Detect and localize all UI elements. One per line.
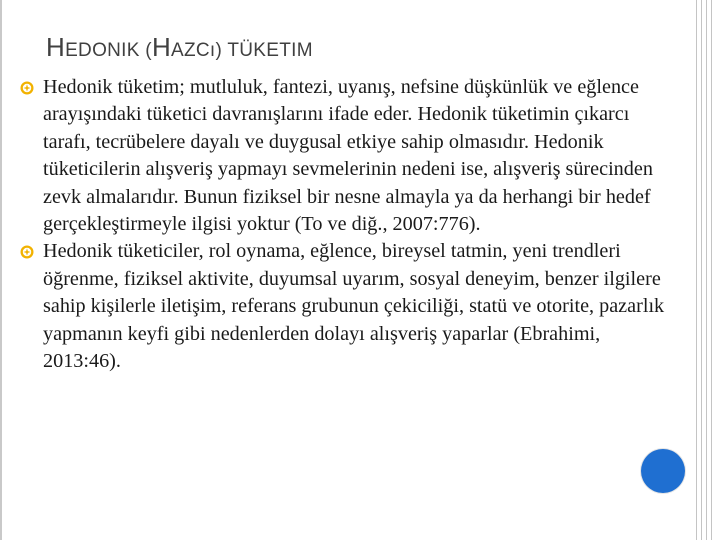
bullet-list (20, 74, 680, 375)
title-part: AZCı (171, 40, 216, 61)
right-decoration (690, 0, 720, 540)
bullet-item (20, 74, 680, 238)
bullet-text: Hedonik tüketim; mutluluk, fantezi, uyanış, nefsine düşkünlük ve eğlence arayışındaki tüketici davranışlarını ifade eder. Hedonik tüketimin çıkarcı tarafı, tecrübelere dayalı ve duygusal etkiye sahip olmasıdır. Hedonik tüketicilerin alışveriş yapmayı sevmelerinin nedeni ise, alışveriş sürecinden zevk almalarıdır. Bunun fiziksel bir nesne almayla ya da herhangi bir hedef gerçekleştirmeyle ilgisi yoktur (To ve diğ., 2007:776). (43, 76, 653, 236)
bullet-text: Hedonik tüketiciler, rol oynama, eğlence, bireysel tatmin, yeni trendleri öğrenme, fiziksel aktivite, duyumsal uyarım, sosyal deneyim, benzer ilgilere sahip kişilerle iletişim, referans grubunun çekiciliği, statü ve otorite, pazarlık yapmanın keyfi gibi nedenlerden dolayı alışveriş yaparlar (Ebrahimi, 2013:46). (43, 240, 665, 373)
star-bullet-icon (20, 245, 34, 259)
blue-circle-decoration (641, 449, 685, 493)
decor-line (696, 0, 697, 540)
left-divider (0, 0, 2, 540)
star-bullet-icon (20, 81, 34, 95)
bullet-item (20, 238, 680, 375)
decor-line (701, 0, 702, 540)
title-part: H (46, 32, 66, 62)
slide-title (46, 32, 313, 63)
decor-line (706, 0, 707, 540)
title-part: H (151, 32, 172, 62)
title-part: EDONIK ( (65, 40, 152, 61)
title-part: ) TÜKETIM (215, 40, 313, 61)
decor-line (711, 0, 712, 540)
